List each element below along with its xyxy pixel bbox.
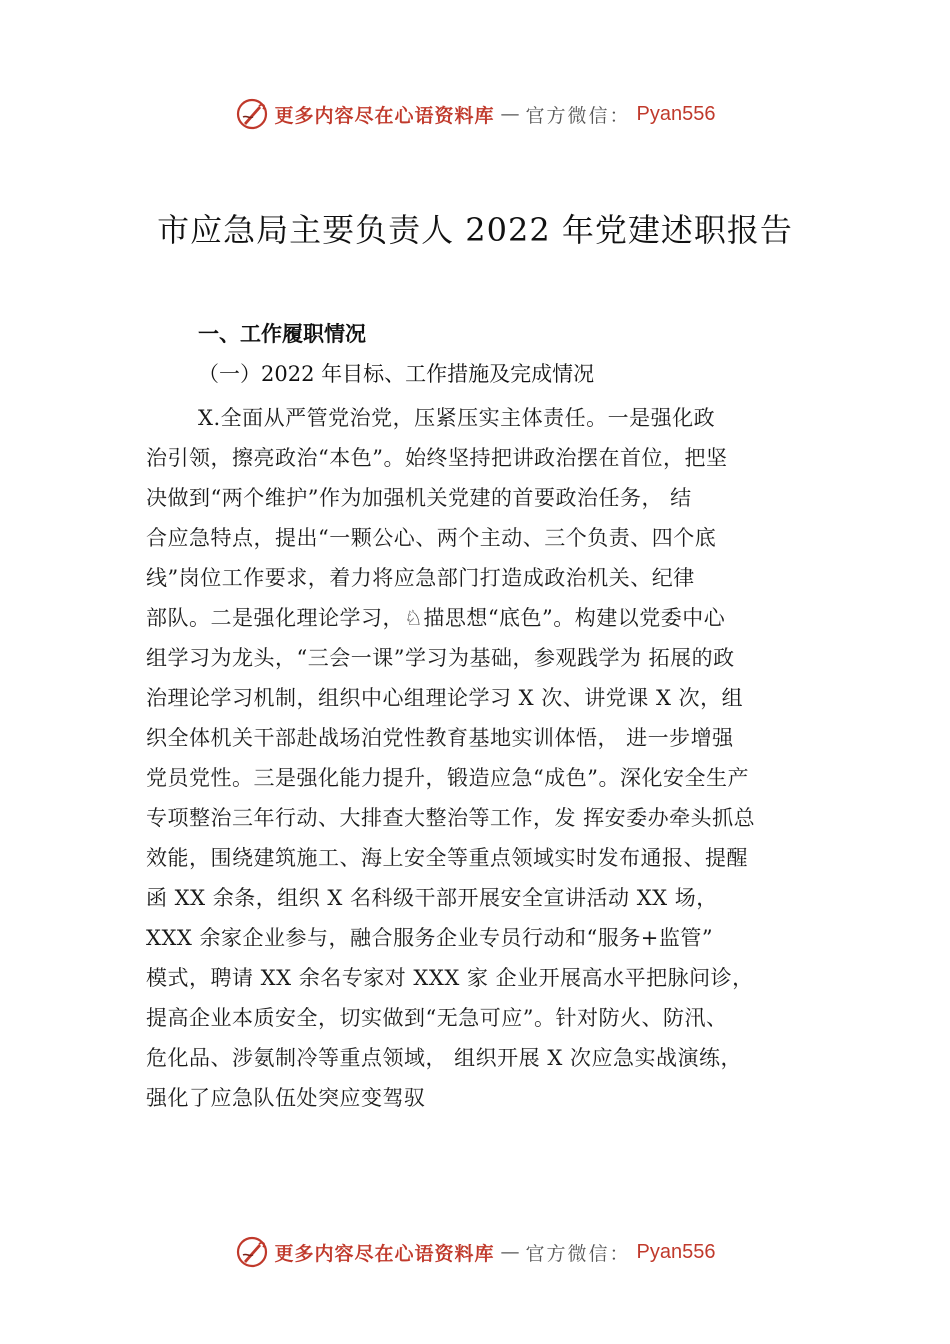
- watermark-dash: —: [500, 1241, 520, 1263]
- quill-pen-logo-icon: [235, 97, 269, 131]
- section-heading-2: （一）2022 年目标、工作措施及完成情况: [198, 362, 595, 386]
- paragraph-line: 模式，聘请 XX 余名专家对 XXX 家 企业开展高水平把脉问诊，: [146, 966, 754, 990]
- paragraph-line: 提高企业本质安全，切实做到“无急可应”。针对防火、防汛、: [146, 1006, 728, 1030]
- paragraph-line: 部队。二是强化理论学习，♘描思想“底色”。构建以党委中心: [146, 606, 726, 630]
- paragraph-line: 组学习为龙头，“三会一课”学习为基础，参观践学为 拓展的政: [146, 646, 735, 670]
- paragraph-line: XXX 余家企业参与，融合服务企业专员行动和“服务+监管”: [146, 926, 714, 950]
- watermark-wechat-id: Pyan556: [636, 1240, 716, 1263]
- paragraph-line: 织全体机关干部赴战场泊党性教育基地实训体悟， 进一步增强: [146, 726, 734, 750]
- paragraph-line: 治引领，擦亮政治“本色”。始终坚持把讲政治摆在首位，把坚: [146, 446, 728, 470]
- section-heading-1: 一、工作履职情况: [198, 322, 366, 346]
- paragraph-line: 函 XX 余条，组织 X 名科级干部开展安全宣讲活动 XX 场，: [146, 886, 718, 910]
- paragraph-line: 党员党性。三是强化能力提升，锻造应急“成色”。深化安全生产: [146, 766, 749, 790]
- watermark-label: 官方微信：: [525, 104, 631, 127]
- paragraph-line: 专项整治三年行动、大排查大整治等工作，发 挥安委办牵头抓总: [146, 806, 756, 830]
- watermark-brand: 更多内容尽在心语资料库: [274, 1242, 495, 1265]
- quill-pen-logo-icon: [235, 1235, 269, 1269]
- paragraph-line: 危化品、涉氨制冷等重点领域， 组织开展 X 次应急实战演练，: [146, 1046, 742, 1070]
- paragraph-line: 合应急特点，提出“一颗公心、两个主动、三个负责、四个底: [146, 526, 717, 550]
- paragraph-line: 决做到“两个维护”作为加强机关党建的首要政治任务， 结: [146, 486, 692, 510]
- watermark-label: 官方微信：: [525, 1242, 631, 1265]
- watermark-wechat-id: Pyan556: [636, 102, 716, 125]
- paragraph-line: 治理论学习机制，组织中心组理论学习 X 次、讲党课 X 次，组: [146, 686, 744, 710]
- paragraph-line: 效能，围绕建筑施工、海上安全等重点领域实时发布通报、提醒: [146, 846, 748, 870]
- body-paragraph: [146, 398, 836, 1118]
- watermark-dash: —: [500, 103, 520, 125]
- document-title: 市应急局主要负责人 2022 年党建述职报告: [157, 211, 793, 249]
- paragraph-line: X.全面从严管党治党，压紧压实主体责任。一是强化政: [198, 406, 716, 430]
- watermark-header: [0, 94, 950, 134]
- paragraph-line: 强化了应急队伍处突应变驾驭: [146, 1086, 426, 1110]
- watermark-footer: [0, 1232, 950, 1272]
- paragraph-line: 线”岗位工作要求，着力将应急部门打造成政治机关、纪律: [146, 566, 695, 590]
- watermark-brand: 更多内容尽在心语资料库: [274, 104, 495, 127]
